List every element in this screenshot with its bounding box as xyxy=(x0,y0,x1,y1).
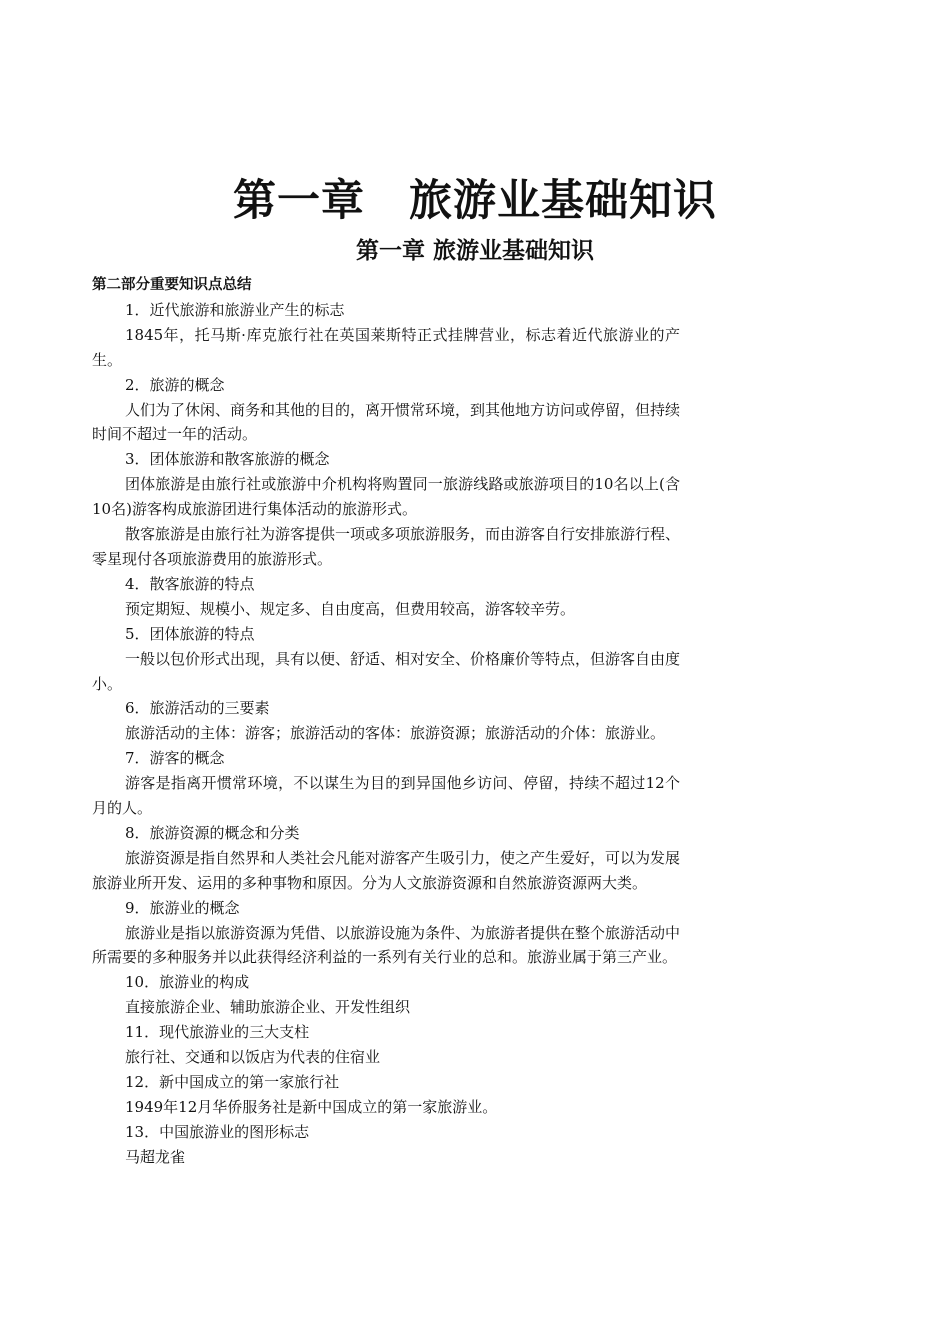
knowledge-item xyxy=(92,1120,680,1170)
item-paragraph: 1845年，托马斯·库克旅行社在英国莱斯特正式挂牌营业，标志着近代旅游业的产生。 xyxy=(92,325,680,369)
item-paragraph: 旅行社、交通和以饭店为代表的住宿业 xyxy=(125,1048,381,1067)
item-heading: 12．新中国成立的第一家旅行社 xyxy=(125,1073,340,1091)
item-heading: 9．旅游业的概念 xyxy=(125,898,240,917)
item-paragraph: 马超龙雀 xyxy=(125,1147,186,1166)
knowledge-item xyxy=(92,572,680,622)
knowledge-item xyxy=(92,447,680,572)
item-paragraph: 一般以包价形式出现，具有以便、舒适、相对安全、价格廉价等特点，但游客自由度小。 xyxy=(92,649,681,693)
document-body xyxy=(92,273,680,1170)
item-paragraph: 预定期短、规模小、规定多、自由度高，但费用较高，游客较辛劳。 xyxy=(125,599,576,618)
knowledge-item xyxy=(92,696,680,746)
item-heading: 7．游客的概念 xyxy=(125,749,225,768)
item-heading: 11．现代旅游业的三大支柱 xyxy=(125,1023,310,1042)
knowledge-item xyxy=(92,622,680,697)
main-title: 第一章 旅游业基础知识 xyxy=(233,176,717,226)
knowledge-item xyxy=(92,373,680,448)
item-paragraph: 旅游活动的主体：游客；旅游活动的客体：旅游资源；旅游活动的介体：旅游业。 xyxy=(125,724,666,743)
item-paragraph: 团体旅游是由旅行社或旅游中介机构将购置同一旅游线路或旅游项目的10名以上(含10名)游客构成旅游团进行集体活动的旅游形式。 xyxy=(92,475,680,519)
sub-title: 第一章 旅游业基础知识 xyxy=(355,237,594,264)
knowledge-item xyxy=(92,1020,680,1070)
item-heading: 3．团体旅游和散客旅游的概念 xyxy=(125,450,330,469)
item-paragraph: 旅游资源是指自然界和人类社会凡能对游客产生吸引力，使之产生爱好，可以为发展旅游业所开发、运用的多种事物和原因。分为人文旅游资源和自然旅游资源两大类。 xyxy=(92,848,681,892)
knowledge-item xyxy=(92,746,680,821)
item-heading: 13．中国旅游业的图形标志 xyxy=(125,1122,310,1141)
item-heading: 1．近代旅游和旅游业产生的标志 xyxy=(125,300,345,319)
item-heading: 2．旅游的概念 xyxy=(125,375,225,394)
item-paragraph: 游客是指离开惯常环境，不以谋生为目的到异国他乡访问、停留，持续不超过12个月的人。 xyxy=(92,774,680,818)
item-heading: 10．旅游业的构成 xyxy=(125,973,250,992)
item-paragraph: 直接旅游企业、辅助旅游企业、开发性组织 xyxy=(125,998,411,1017)
item-heading: 4．散客旅游的特点 xyxy=(125,574,255,593)
item-paragraph: 旅游业是指以旅游资源为凭借、以旅游设施为条件、为旅游者提供在整个旅游活动中所需要的多种服务并以此获得经济利益的一系列有关行业的总和。旅游业属于第三产业。 xyxy=(92,923,681,967)
knowledge-item xyxy=(92,1070,680,1120)
knowledge-item xyxy=(92,298,680,373)
knowledge-item xyxy=(92,821,680,896)
knowledge-item xyxy=(92,896,680,971)
section-label: 第二部分重要知识点总结 xyxy=(92,276,252,293)
knowledge-item xyxy=(92,970,680,1020)
item-paragraph: 散客旅游是由旅行社为游客提供一项或多项旅游服务，而由游客自行安排旅游行程、零星现付各项旅游费用的旅游形式。 xyxy=(92,525,681,568)
item-paragraph: 1949年12月华侨服务社是新中国成立的第一家旅游业。 xyxy=(125,1097,498,1116)
item-heading: 5．团体旅游的特点 xyxy=(125,624,255,643)
item-paragraph: 人们为了休闲、商务和其他的目的，离开惯常环境，到其他地方访问或停留，但持续时间不超过一年的活动。 xyxy=(92,400,681,444)
item-heading: 6．旅游活动的三要素 xyxy=(125,699,270,718)
item-heading: 8．旅游资源的概念和分类 xyxy=(125,823,300,842)
